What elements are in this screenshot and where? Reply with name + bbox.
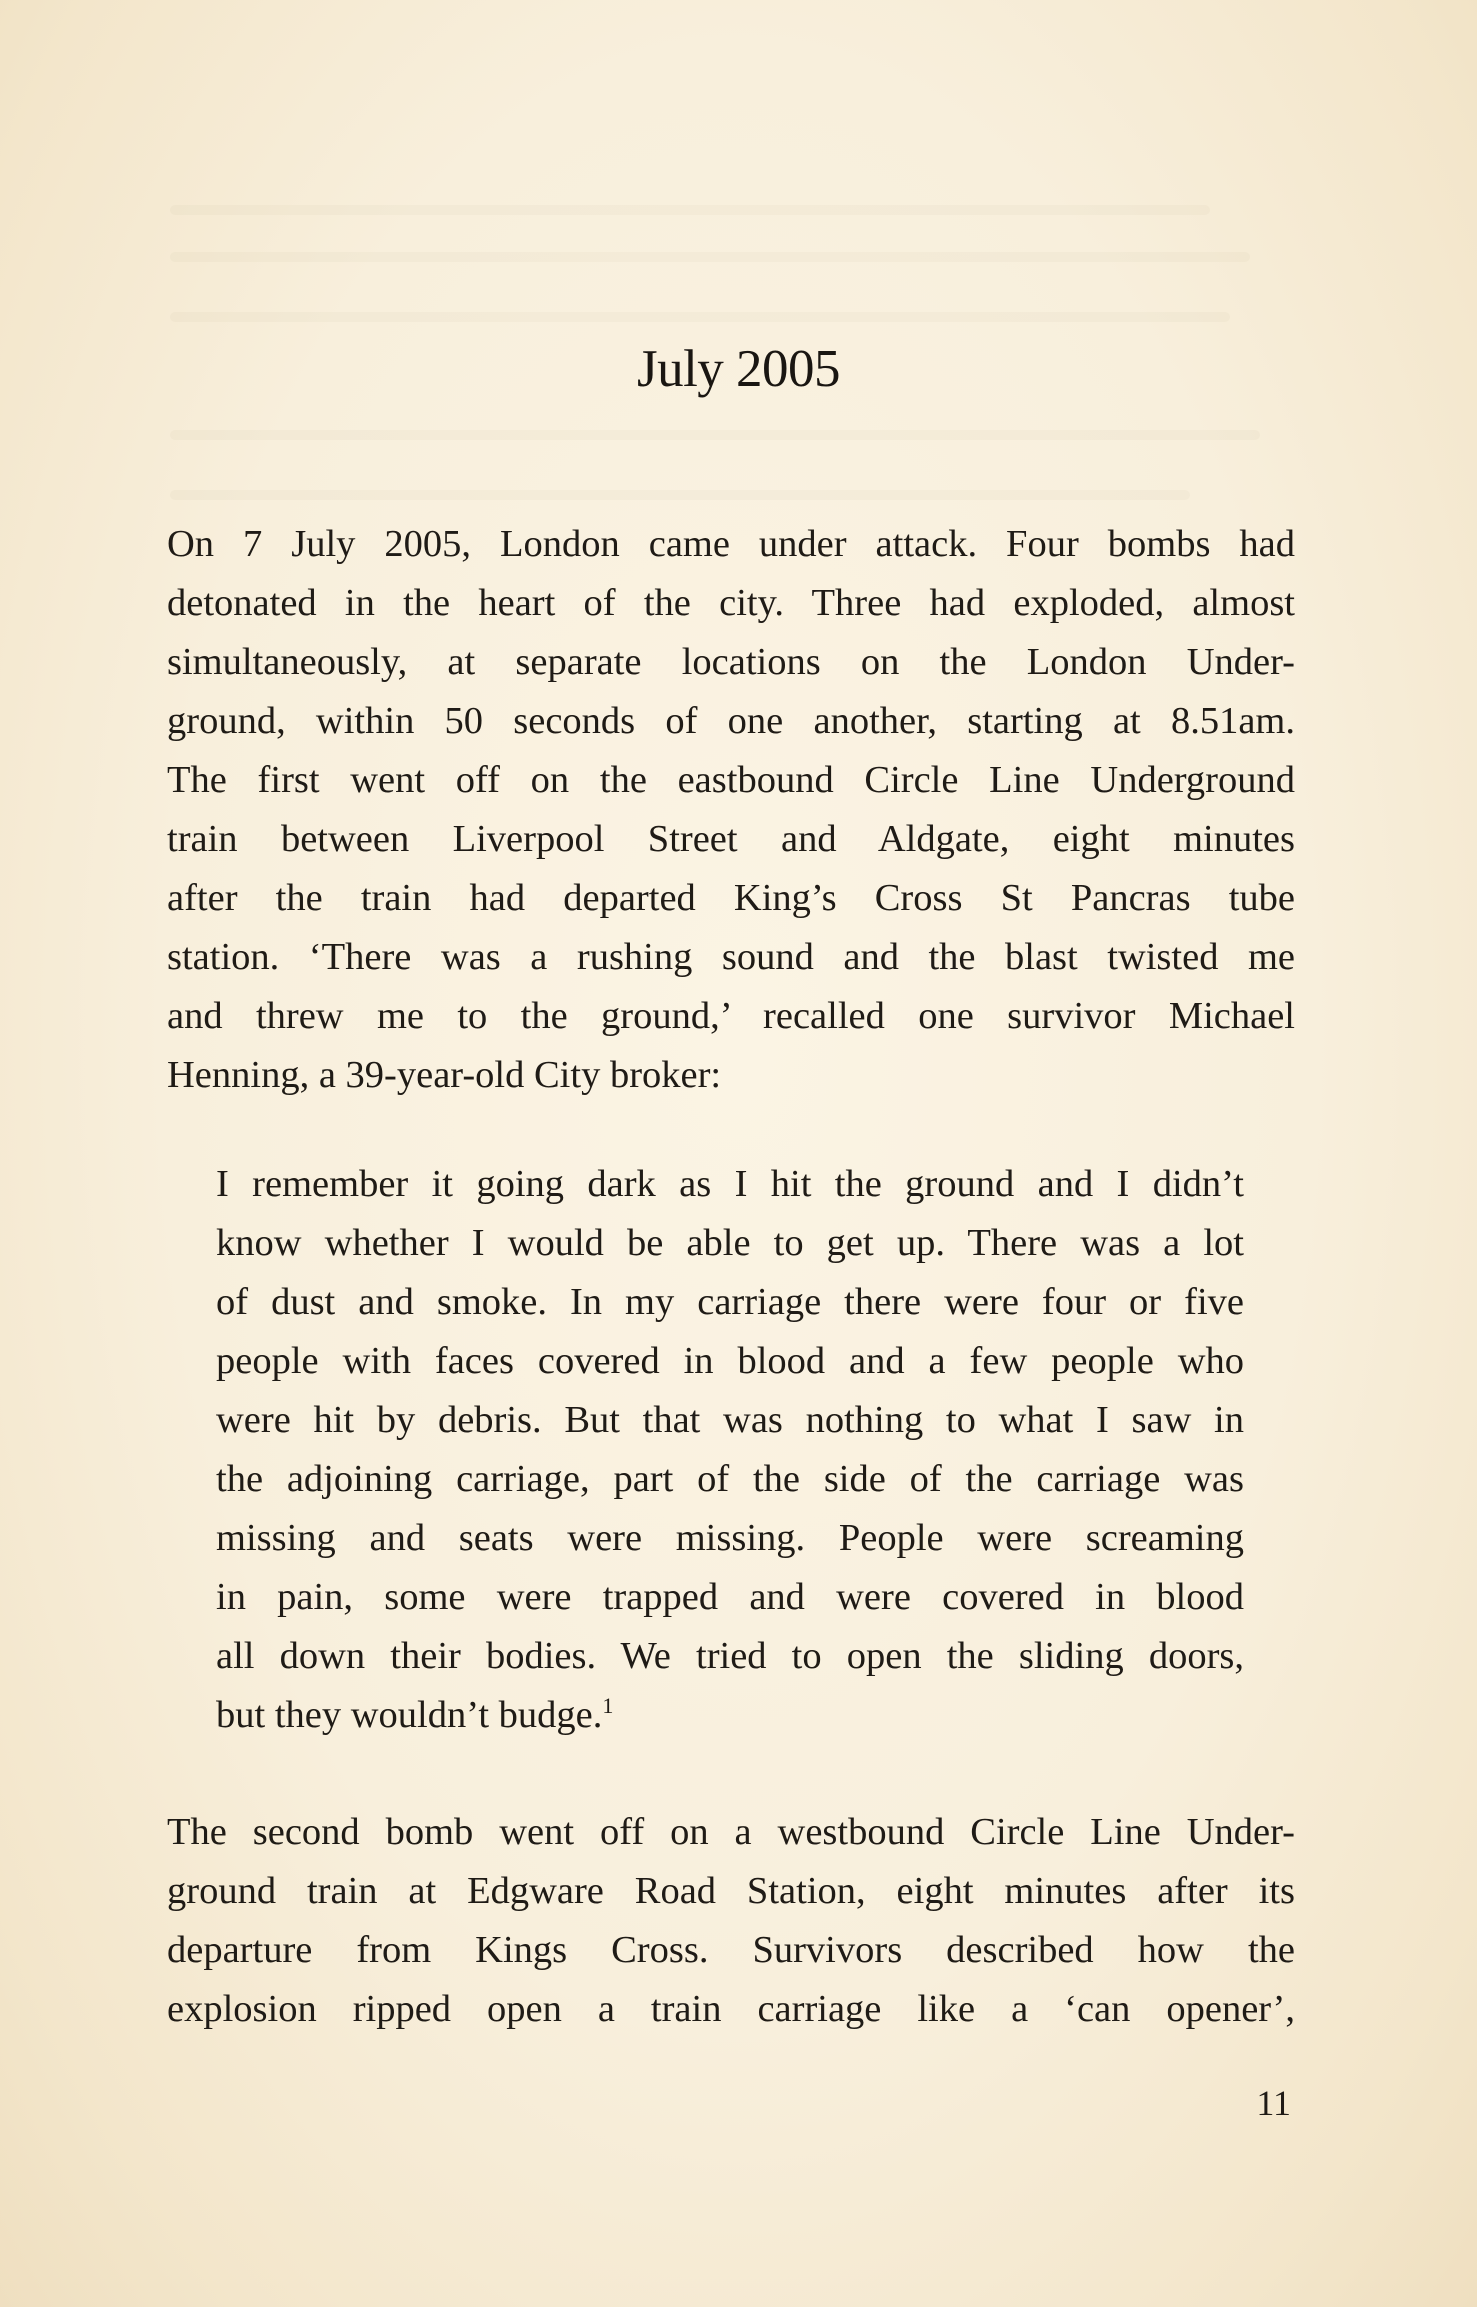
quote-line: missing and seats were missing. People were screaming [216,1517,1244,1559]
paragraph-2-line: The second bomb went off on a westbound Circle Line Under- [167,1811,1295,1853]
quote-line: know whether I would be able to get up. There was a lot [216,1222,1244,1264]
quote-line: but they wouldn’t budge. [216,1694,603,1736]
paragraph-1-line: after the train had departed King’s Cross St Pancras tube [167,877,1295,919]
quote-line: I remember it going dark as I hit the ground and I didn’t [216,1163,1244,1205]
show-through-texture [170,252,1250,262]
paragraph-2-line: explosion ripped open a train carriage like a ‘can opener’, [167,1988,1295,2030]
paragraph-2-line: ground train at Edgware Road Station, eight minutes after its [167,1870,1295,1912]
paragraph-1-line: Henning, a 39-year-old City broker: [167,1054,722,1096]
quote-line: all down their bodies. We tried to open the sliding doors, [216,1635,1244,1677]
show-through-texture [170,312,1230,322]
paragraph-1-line: train between Liverpool Street and Aldgate, eight minutes [167,818,1295,860]
paragraph-1-line: and threw me to the ground,’ recalled one survivor Michael [167,995,1295,1037]
quote-line: in pain, some were trapped and were covered in blood [216,1576,1244,1618]
paragraph-2-line: departure from Kings Cross. Survivors described how the [167,1929,1295,1971]
paragraph-1-line: detonated in the heart of the city. Three had exploded, almost [167,582,1295,624]
paragraph-1-line: ground, within 50 seconds of one another, starting at 8.51am. [167,700,1295,742]
quote-line: people with faces covered in blood and a few people who [216,1340,1244,1382]
footnote-marker[interactable]: 1 [602,1693,614,1719]
chapter-heading: July 2005 [636,340,841,398]
paragraph-1-line: The first went off on the eastbound Circle Line Underground [167,759,1295,801]
quote-line: were hit by debris. But that was nothing to what I saw in [216,1399,1244,1441]
quote-line: the adjoining carriage, part of the side of the carriage was [216,1458,1244,1500]
paragraph-2 [167,1803,1295,2039]
page-number: 11 [1256,2083,1291,2123]
show-through-texture [170,430,1260,440]
show-through-texture [170,490,1190,500]
paragraph-1-line: On 7 July 2005, London came under attack. Four bombs had [167,523,1295,565]
paragraph-1-line: station. ‘There was a rushing sound and the blast twisted me [167,936,1295,978]
quote-line: of dust and smoke. In my carriage there were four or five [216,1281,1244,1323]
paragraph-1-line: simultaneously, at separate locations on the London Under- [167,641,1295,683]
paragraph-1 [167,515,1295,1105]
show-through-texture [170,205,1210,215]
quote-last-line [216,1686,1244,1745]
block-quote [216,1155,1244,1745]
